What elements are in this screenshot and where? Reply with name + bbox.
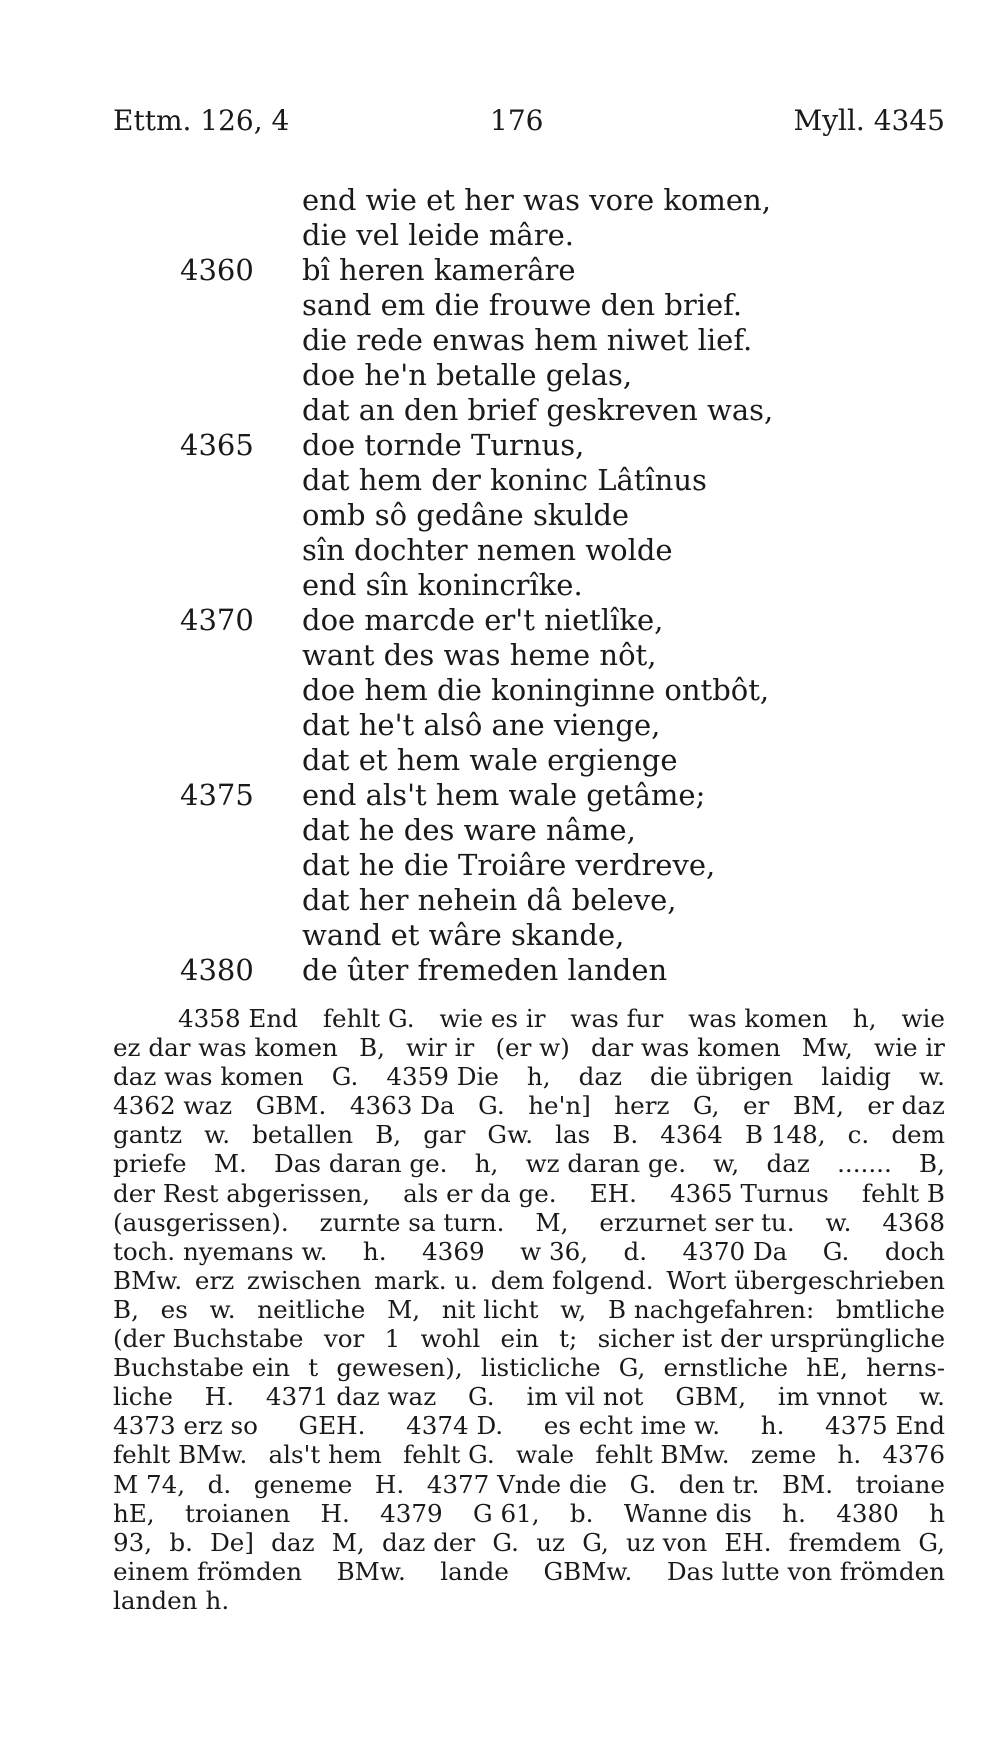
apparatus-segment: betallen <box>252 1120 354 1150</box>
apparatus-segment: fehlt B <box>861 1178 945 1208</box>
apparatus-segment: h <box>929 1498 945 1528</box>
apparatus-segment: ....... <box>837 1149 892 1179</box>
apparatus-segment: G. <box>492 1527 519 1557</box>
apparatus-line <box>113 1411 945 1440</box>
apparatus-segment: dem <box>891 1120 945 1150</box>
apparatus-segment: w 36, <box>520 1236 589 1266</box>
apparatus-segment: EH. <box>724 1527 772 1557</box>
apparatus-segment: daz <box>578 1062 622 1092</box>
apparatus-segment: Gw. <box>487 1120 534 1150</box>
apparatus-segment: herns- <box>866 1353 945 1383</box>
apparatus-segment: liche <box>113 1382 173 1412</box>
apparatus-segment: M, <box>331 1527 365 1557</box>
verse-line <box>180 603 880 638</box>
apparatus-segment: Das lutte von frömden <box>666 1556 945 1586</box>
apparatus-line <box>113 1295 945 1324</box>
apparatus-segment: B, <box>919 1149 945 1179</box>
apparatus-segment: h. <box>782 1498 806 1528</box>
apparatus-segment: w. <box>209 1294 236 1324</box>
apparatus-segment: daz was komen <box>113 1062 304 1092</box>
verse-number: 4380 <box>180 953 254 987</box>
apparatus-segment: 4365 Turnus <box>670 1178 829 1208</box>
apparatus-segment: Buchstabe ein <box>113 1353 291 1383</box>
apparatus-segment: d. <box>207 1469 232 1499</box>
apparatus-segment: BM, <box>792 1091 844 1121</box>
verse-text: die rede enwas hem niwet lief. <box>302 323 753 357</box>
apparatus-segment: B 148, <box>744 1120 826 1150</box>
verse-line <box>180 253 880 288</box>
apparatus-segment: daz <box>766 1149 810 1179</box>
apparatus-segment: was komen <box>688 1004 828 1033</box>
verse-line <box>180 498 880 533</box>
apparatus-segment: wie es ir <box>439 1004 546 1033</box>
apparatus-segment: landen <box>113 1585 198 1615</box>
apparatus-segment: den tr. <box>678 1469 760 1499</box>
verse-line <box>180 638 880 673</box>
apparatus-segment: B, <box>375 1120 402 1150</box>
apparatus-segment: ernstliche <box>663 1353 789 1383</box>
apparatus-segment: fehlt G. <box>403 1440 495 1470</box>
apparatus-segment: 4376 <box>882 1440 945 1470</box>
apparatus-segment: doch <box>884 1236 945 1266</box>
apparatus-segment: h, <box>852 1004 877 1033</box>
apparatus-line <box>113 1237 945 1266</box>
apparatus-segment: BMw. <box>113 1265 183 1295</box>
verse-line <box>180 848 880 883</box>
apparatus-segment: w. <box>825 1207 852 1237</box>
apparatus-segment: wie ir <box>874 1033 945 1063</box>
apparatus-segment: B, <box>359 1033 385 1063</box>
apparatus-segment: troianen <box>184 1498 291 1528</box>
apparatus-segment: geneme <box>253 1469 353 1499</box>
apparatus-segment: wie <box>901 1004 945 1033</box>
apparatus-segment: B, <box>113 1294 139 1324</box>
apparatus-segment: priefe <box>113 1149 187 1179</box>
apparatus-segment: H. <box>204 1382 235 1412</box>
apparatus-segment: (der Buchstabe <box>113 1324 304 1354</box>
apparatus-segment: gantz <box>113 1120 183 1150</box>
apparatus-segment: G 61, <box>473 1498 540 1528</box>
apparatus-line <box>113 1033 945 1062</box>
apparatus-segment: 4358 End <box>178 1004 298 1033</box>
apparatus-segment: fehlt G. <box>322 1004 415 1033</box>
apparatus-segment: hE, <box>113 1498 155 1528</box>
apparatus-segment: laidig <box>821 1062 892 1092</box>
apparatus-segment: daz <box>271 1527 315 1557</box>
apparatus-segment: fremdem <box>788 1527 902 1557</box>
apparatus-segment: H. <box>320 1498 350 1528</box>
apparatus-segment: 4375 End <box>825 1411 945 1441</box>
apparatus-segment: G. <box>478 1091 505 1121</box>
apparatus-segment: B. <box>612 1120 639 1150</box>
verse-line <box>180 323 880 358</box>
apparatus-segment: er daz <box>867 1091 945 1121</box>
apparatus-segment: hE, <box>806 1353 848 1383</box>
verse-line <box>180 288 880 323</box>
apparatus-segment: 4379 <box>380 1498 443 1528</box>
apparatus-line <box>113 1004 945 1033</box>
apparatus-line <box>113 1470 945 1499</box>
apparatus-segment: M, <box>387 1294 421 1324</box>
verse-text: doe tornde Turnus, <box>302 428 585 462</box>
verse-line <box>180 218 880 253</box>
header-left-reference: Ettm. 126, 4 <box>113 104 290 137</box>
apparatus-line <box>113 1353 945 1382</box>
apparatus-segment: w. <box>919 1382 945 1412</box>
apparatus-segment: gar <box>423 1120 466 1150</box>
apparatus-line <box>113 1120 945 1149</box>
apparatus-segment: im vil not <box>526 1382 644 1412</box>
verse-text: dat an den brief geskreven was, <box>302 393 774 427</box>
apparatus-segment: uz von <box>626 1527 708 1557</box>
verse-text: bî heren kamerâre <box>302 253 576 287</box>
critical-apparatus <box>113 1004 945 1615</box>
apparatus-segment: G, <box>582 1527 609 1557</box>
verse-text: want des was heme nôt, <box>302 638 657 672</box>
verse-line <box>180 533 880 568</box>
apparatus-segment: bmtliche <box>836 1294 945 1324</box>
verse-text: dat her nehein dâ beleve, <box>302 883 677 917</box>
apparatus-segment: wale <box>515 1440 575 1470</box>
apparatus-segment: De] <box>210 1527 254 1557</box>
apparatus-segment: er <box>743 1091 770 1121</box>
apparatus-segment: zeme <box>750 1440 817 1470</box>
apparatus-segment: troiane <box>855 1469 945 1499</box>
apparatus-segment: fehlt BMw. <box>595 1440 730 1470</box>
verse-line <box>180 743 880 778</box>
apparatus-segment: h. <box>205 1585 230 1615</box>
apparatus-segment: G, <box>918 1527 945 1557</box>
page-number: 176 <box>490 104 544 137</box>
apparatus-segment: Mw, <box>801 1033 853 1063</box>
apparatus-segment: G, <box>692 1091 720 1121</box>
verse-number: 4365 <box>180 428 254 462</box>
apparatus-segment: w. <box>204 1120 231 1150</box>
apparatus-segment: h. <box>837 1440 862 1470</box>
verse-line <box>180 463 880 498</box>
verse-text: dat he die Troiâre verdreve, <box>302 848 716 882</box>
apparatus-segment: h. <box>362 1236 387 1266</box>
apparatus-segment: 1 <box>384 1324 401 1354</box>
apparatus-segment: Wort übergeschrieben <box>666 1265 945 1295</box>
apparatus-segment: es echt ime w. <box>543 1411 721 1441</box>
apparatus-segment: einem frömden <box>113 1556 303 1586</box>
verse-number: 4370 <box>180 603 254 637</box>
apparatus-segment: was fur <box>570 1004 664 1033</box>
apparatus-segment: 4374 D. <box>406 1411 504 1441</box>
apparatus-segment: daz der <box>381 1527 476 1557</box>
apparatus-segment: toch. nyemans w. <box>113 1236 328 1266</box>
apparatus-line <box>113 1324 945 1353</box>
verse-text: doe hem die koninginne ontbôt, <box>302 673 770 707</box>
verse-text: die vel leide mâre. <box>302 218 574 252</box>
verse-line <box>180 813 880 848</box>
apparatus-segment: wohl <box>420 1324 481 1354</box>
apparatus-segment: gewesen), <box>336 1353 463 1383</box>
apparatus-segment: uz <box>536 1527 565 1557</box>
apparatus-segment: (er w) <box>495 1033 570 1063</box>
apparatus-segment: ez dar was komen <box>113 1033 338 1063</box>
verse-line <box>180 568 880 603</box>
apparatus-segment: herz <box>614 1091 670 1121</box>
apparatus-line <box>113 1528 945 1557</box>
apparatus-segment: GBM, <box>675 1382 747 1412</box>
apparatus-segment: als er da ge. <box>403 1178 557 1208</box>
apparatus-line <box>113 1062 945 1091</box>
apparatus-segment: BM. <box>781 1469 834 1499</box>
apparatus-segment: es <box>160 1294 188 1324</box>
apparatus-segment: 93, <box>113 1527 153 1557</box>
apparatus-segment: 4368 <box>882 1207 945 1237</box>
verse-text: end als't hem wale getâme; <box>302 778 706 812</box>
apparatus-segment: 4373 erz so <box>113 1411 258 1441</box>
apparatus-segment: listicliche <box>480 1353 601 1383</box>
apparatus-line <box>113 1149 945 1178</box>
apparatus-segment: w. <box>919 1062 945 1092</box>
verse-line <box>180 883 880 918</box>
apparatus-segment: erz <box>194 1265 235 1295</box>
apparatus-segment: dar was komen <box>590 1033 781 1063</box>
apparatus-segment: 4377 Vnde die <box>426 1469 608 1499</box>
apparatus-segment: h, <box>526 1062 551 1092</box>
page-header <box>113 104 945 144</box>
apparatus-segment: G. <box>822 1236 850 1266</box>
apparatus-segment: dem folgend. <box>490 1265 654 1295</box>
verse-text: wand et wâre skande, <box>302 918 625 952</box>
apparatus-segment: sicher ist der ursprüngliche <box>597 1324 945 1354</box>
apparatus-segment: c. <box>847 1120 870 1150</box>
verse-line <box>180 953 880 988</box>
apparatus-segment: als't hem <box>268 1440 382 1470</box>
verse-text: dat et hem wale ergienge <box>302 743 678 777</box>
apparatus-segment: fehlt BMw. <box>113 1440 248 1470</box>
apparatus-segment: lande <box>440 1556 509 1586</box>
verse-text: doe he'n betalle gelas, <box>302 358 633 392</box>
apparatus-segment: M, <box>535 1207 569 1237</box>
apparatus-segment: im vnnot <box>777 1382 888 1412</box>
apparatus-segment: neitliche <box>257 1294 366 1324</box>
apparatus-segment: 4370 Da <box>682 1236 788 1266</box>
apparatus-segment: 4359 Die <box>386 1062 499 1092</box>
apparatus-segment: H. <box>374 1469 405 1499</box>
apparatus-segment: 4380 <box>836 1498 899 1528</box>
apparatus-segment: nit licht <box>441 1294 539 1324</box>
apparatus-segment: h, <box>474 1149 499 1179</box>
apparatus-line <box>113 1266 945 1295</box>
apparatus-segment: die übrigen <box>649 1062 794 1092</box>
apparatus-segment: w, <box>713 1149 740 1179</box>
verse-line <box>180 918 880 953</box>
verse-line <box>180 428 880 463</box>
apparatus-line <box>113 1091 945 1120</box>
verse-text: omb sô gedâne skulde <box>302 498 630 532</box>
apparatus-segment: M. <box>213 1149 247 1179</box>
verse-text: de ûter fremeden landen <box>302 953 668 987</box>
apparatus-segment: GBMw. <box>543 1556 633 1586</box>
apparatus-segment: b. <box>169 1527 193 1557</box>
apparatus-line <box>113 1440 945 1469</box>
apparatus-segment: 4363 Da <box>349 1091 455 1121</box>
verse-text: end sîn konincrîke. <box>302 568 583 602</box>
apparatus-segment: 4369 <box>422 1236 485 1266</box>
apparatus-segment: B nachgefahren: <box>607 1294 815 1324</box>
apparatus-segment: h. <box>760 1411 785 1441</box>
apparatus-segment: d. <box>623 1236 648 1266</box>
apparatus-line <box>113 1586 945 1615</box>
verse-text: sîn dochter nemen wolde <box>302 533 673 567</box>
verse-text: sand em die frouwe den brief. <box>302 288 743 322</box>
apparatus-segment: zurnte sa turn. <box>319 1207 505 1237</box>
apparatus-segment: G, <box>618 1353 646 1383</box>
apparatus-line <box>113 1208 945 1237</box>
verse-text: dat he des ware nâme, <box>302 813 636 847</box>
verse-text: dat hem der koninc Lâtînus <box>302 463 707 497</box>
verse-block <box>180 183 880 988</box>
apparatus-segment: EH. <box>589 1178 637 1208</box>
verse-line <box>180 708 880 743</box>
apparatus-segment: b. <box>569 1498 594 1528</box>
apparatus-line <box>113 1382 945 1411</box>
apparatus-segment: 4371 daz waz <box>265 1382 437 1412</box>
verse-text: doe marcde er't nietlîke, <box>302 603 664 637</box>
verse-line <box>180 673 880 708</box>
apparatus-segment: vor <box>323 1324 365 1354</box>
verse-line <box>180 393 880 428</box>
apparatus-segment: G. <box>468 1382 495 1412</box>
verse-text: dat he't alsô ane vienge, <box>302 708 661 742</box>
apparatus-segment: zwischen <box>246 1265 362 1295</box>
header-right-reference: Myll. 4345 <box>793 104 945 137</box>
verse-line <box>180 183 880 218</box>
verse-number: 4360 <box>180 253 254 287</box>
apparatus-segment: Wanne dis <box>623 1498 752 1528</box>
verse-line <box>180 778 880 813</box>
apparatus-segment: GEH. <box>298 1411 366 1441</box>
apparatus-segment: wz daran ge. <box>525 1149 687 1179</box>
apparatus-line <box>113 1499 945 1528</box>
apparatus-segment: erzurnet ser tu. <box>599 1207 795 1237</box>
apparatus-line <box>113 1557 945 1586</box>
apparatus-segment: t; <box>559 1324 578 1354</box>
apparatus-segment: wir ir <box>406 1033 475 1063</box>
apparatus-segment: G. <box>331 1062 359 1092</box>
verse-line <box>180 358 880 393</box>
apparatus-segment: ein <box>500 1324 539 1354</box>
apparatus-segment: M 74, <box>113 1469 186 1499</box>
verse-number: 4375 <box>180 778 254 812</box>
apparatus-segment: he'n] <box>528 1091 591 1121</box>
apparatus-segment: t <box>308 1353 319 1383</box>
apparatus-segment: 4364 <box>660 1120 723 1150</box>
apparatus-segment: w, <box>560 1294 587 1324</box>
apparatus-segment: G. <box>629 1469 657 1499</box>
apparatus-segment: (ausgerissen). <box>113 1207 289 1237</box>
apparatus-segment: der Rest abgerissen, <box>113 1178 371 1208</box>
apparatus-segment: BMw. <box>336 1556 406 1586</box>
apparatus-line <box>113 1179 945 1208</box>
apparatus-segment: Das daran ge. <box>274 1149 448 1179</box>
apparatus-segment: mark. u. <box>374 1265 479 1295</box>
apparatus-segment: 4362 waz <box>113 1091 233 1121</box>
apparatus-segment: las <box>555 1120 591 1150</box>
apparatus-segment: GBM. <box>255 1091 327 1121</box>
verse-text: end wie et her was vore komen, <box>302 183 771 217</box>
